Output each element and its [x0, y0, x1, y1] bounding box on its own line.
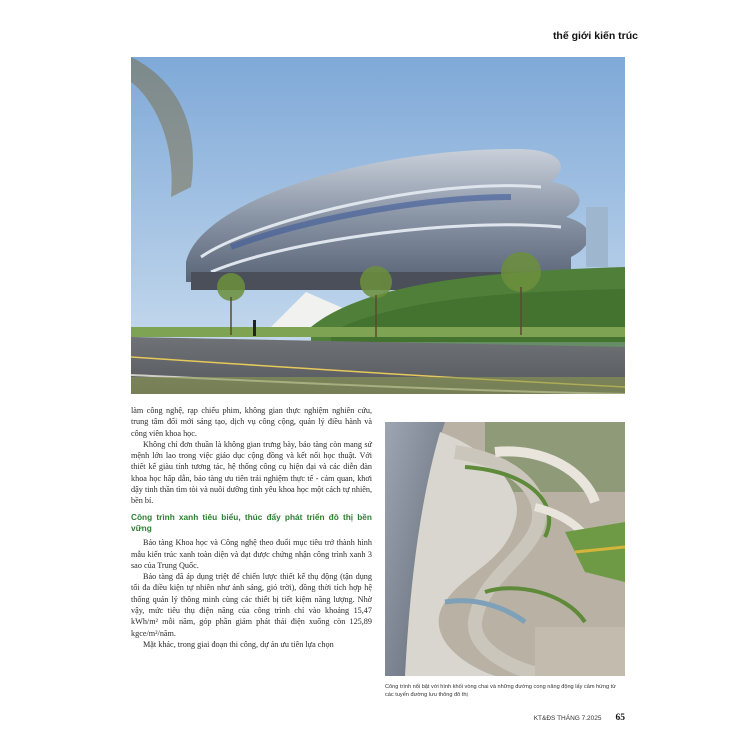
section-subheading: Công trình xanh tiêu biểu, thúc đẩy phát triển đô thị bền vững — [131, 511, 372, 533]
museum-building-photo-icon — [131, 57, 625, 394]
side-photo — [385, 422, 625, 676]
section-header: thế giới kiến trúc — [552, 30, 638, 42]
aerial-terraces-photo-icon — [385, 422, 625, 676]
article-body — [131, 405, 372, 650]
paragraph-5: Mặt khác, trong giai đoạn thi công, dự án ưu tiên lựa chọn — [143, 639, 334, 649]
hero-photo — [131, 57, 625, 394]
page-number: 65 — [615, 713, 625, 723]
page-footer — [534, 713, 625, 723]
paragraph-2: Không chỉ đơn thuần là không gian trưng bày, bảo tàng còn mang sứ mệnh lớn lao trong việc giáo dục cộng đồng và kết nối học thuật. Với thiết kế giàu tính tương tác, hệ thống công cụ hiện đại và các diễn đàn khoa học hấp dẫn, bảo tàng ưu tiên trải nghiệm thực tế - cảm quan, khơi dậy tinh thần tìm tòi và nuôi dưỡng tình yêu khoa học một cách tự nhiên, bền bỉ. — [131, 439, 372, 506]
photo-caption: Công trình nổi bật với hình khối vòng chai và những đường cong năng động lấy cảm hứng từ các tuyến đường lưu thông đô thị — [385, 684, 616, 698]
issue-label: KT&ĐS THÁNG 7.2025 — [533, 714, 602, 722]
paragraph-4: Bảo tàng đã áp dụng triệt để chiến lược thiết kế thụ động (tận dụng tối đa điều kiện tự nhiên như ánh sáng, gió trời), đồng thời tích hợp hệ thống quản lý thông minh cùng các thiết bị tiết kiệm năng lượng. Nhờ vậy, mức tiêu thụ điện năng của công trình chỉ vào khoảng 15,47 kWh/m² mỗi năm, góp phần giảm phát thải điện xuống còn 125,89 kgce/m²/năm. — [131, 572, 372, 638]
paragraph-3: Bảo tàng Khoa học và Công nghệ theo đuổi mục tiêu trở thành hình mẫu kiến trúc xanh toàn diện và đạt được chứng nhận công trình xanh 3 sao của Trung Quốc. — [131, 538, 372, 570]
paragraph-1: làm công nghệ, rạp chiếu phim, không gian thực nghiệm nghiên cứu, trung tâm đổi mới sáng tạo, dịch vụ công cộng, quản lý điều hành và công viên khoa học. — [131, 406, 372, 438]
